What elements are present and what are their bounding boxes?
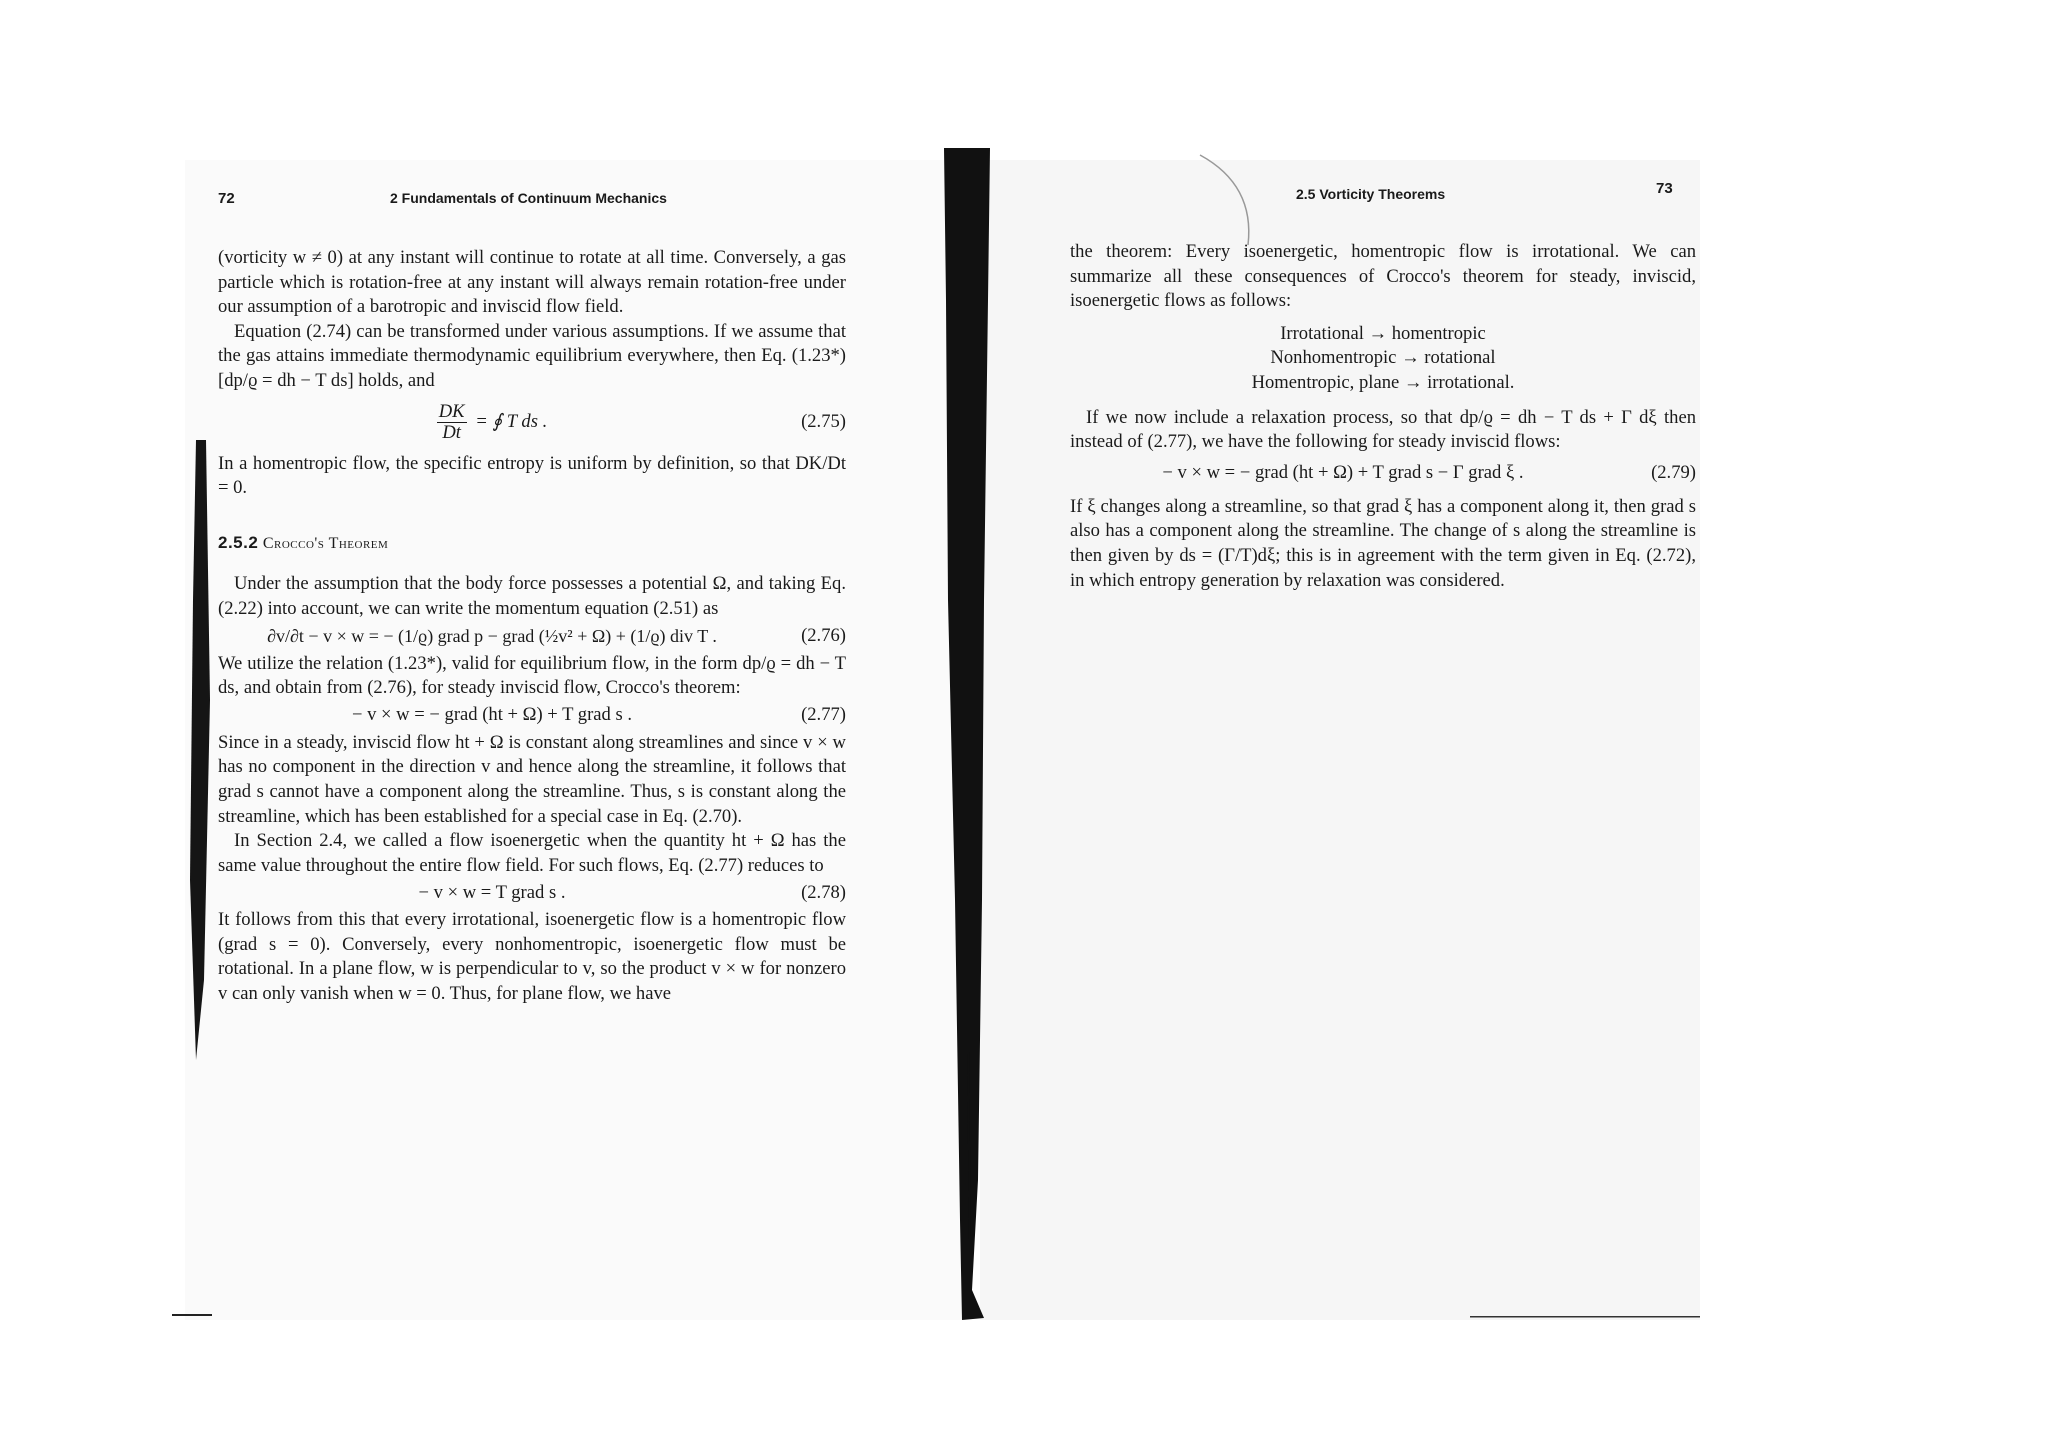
page-number-right: 73 (1656, 180, 1673, 197)
paragraph: It follows from this that every irrotational, isoenergetic flow is a homentropic flow (grad s = 0). Conversely, every nonhomentropic, isoenergetic flow must be rotational. In a plane flow, w is perpendicular to v, so the product v × w for nonzero v can only vanish when w = 0. Thus, for plane flow, we have (218, 909, 846, 1005)
equation-fraction: $\frac{DK}{Dt}$ (438, 401, 465, 444)
section-number: 2.5.2 (218, 532, 259, 552)
paragraph: the theorem: Every isoenergetic, homentropic flow is irrotational. We can summarize all these consequences of Crocco's theorem for steady, inviscid, isoenergetic flows as follows: (1070, 241, 1696, 312)
paragraph: In a homentropic flow, the specific entropy is uniform by definition, so that DK/Dt = 0. (218, 452, 846, 499)
equation-number: (2.79) (1651, 462, 1696, 484)
equation-rhs: = ∮ T ds . (475, 410, 548, 432)
paragraph: In Section 2.4, we called a flow isoenergetic when the quantity ht + Ω has the same value throughout the entire flow field. For such flows, Eq. (2.77) reduces to (218, 830, 846, 876)
summary-line: Homentropic, plane → irrotational. (1251, 371, 1515, 393)
equation-2-77: − v × w = − grad (ht + Ω) + T grad s . (2.77) (218, 701, 846, 731)
right-page-body (1070, 240, 1696, 593)
running-head-right: 2.5 Vorticity Theorems (1296, 186, 1446, 202)
equation-number: (2.78) (801, 881, 846, 903)
paragraph: Since in a steady, inviscid flow ht + Ω is constant along streamlines and since v × w has no component in the direction v and hence along the streamline, it follows that grad s cannot have a component along the streamline. Thus, s is constant along the streamline, which has been established for a special case in Eq. (2.70). (218, 731, 846, 827)
bottom-left-rule (172, 1314, 212, 1316)
summary-line: Irrotational → homentropic (1280, 322, 1486, 344)
running-head-left: 2 Fundamentals of Continuum Mechanics (390, 190, 667, 206)
section-title: Crocco's Theorem (262, 534, 389, 552)
summary-line: Nonhomentropic → rotational (1270, 347, 1496, 369)
paragraph: If we now include a relaxation process, so that dp/ϱ = dh − T ds + Γ dξ then instead of (2.77), we have the following for steady inviscid flows: (1070, 406, 1696, 453)
section-heading (218, 531, 846, 557)
summary-list (1070, 322, 1696, 396)
page-number-left: 72 (218, 190, 235, 207)
equation-2-79: − v × w = − grad (ht + Ω) + T grad s − Γ grad ξ . (2.79) (1070, 459, 1696, 489)
equation-2-75 (218, 394, 846, 452)
equation-number: (2.76) (801, 625, 846, 647)
paragraph: If ξ changes along a streamline, so that grad ξ has a component along it, then grad s also has a component along the streamline. The change of s along the streamline is then given by ds = (Γ/T)dξ; this is in agreement with the term given in Eq. (2.72), in which entropy generation by relaxation was considered. (1070, 495, 1696, 591)
equation-number: (2.75) (801, 411, 846, 433)
left-page-body (218, 246, 846, 1007)
paragraph: We utilize the relation (1.23*), valid for equilibrium flow, in the form dp/ϱ = dh − T ds, and obtain from (2.76), for steady inviscid flow, Crocco's theorem: (218, 652, 846, 699)
paragraph: Under the assumption that the body force possesses a potential Ω, and taking Eq. (2.22) into account, we can write the momentum equation (2.51) as (218, 573, 846, 619)
equation-2-76: ∂v/∂t − v × w = − (1/ϱ) grad p − grad (½v² + Ω) + (1/ϱ) div T . (2.76) (218, 622, 846, 652)
paragraph: (vorticity w ≠ 0) at any instant will continue to rotate at all time. Conversely, a gas particle which is rotation-free at any instant will always remain rotation-free under our assumption of a barotropic and inviscid flow field. (218, 247, 846, 318)
equation-2-78: − v × w = T grad s . (2.78) (218, 878, 846, 908)
bottom-right-rule (1470, 1316, 1700, 1318)
paragraph: Equation (2.74) can be transformed under various assumptions. If we assume that the gas attains immediate thermodynamic equilibrium everywhere, then Eq. (1.23*) [dp/ϱ = dh − T ds] holds, and (218, 320, 846, 391)
equation-number: (2.77) (801, 704, 846, 726)
